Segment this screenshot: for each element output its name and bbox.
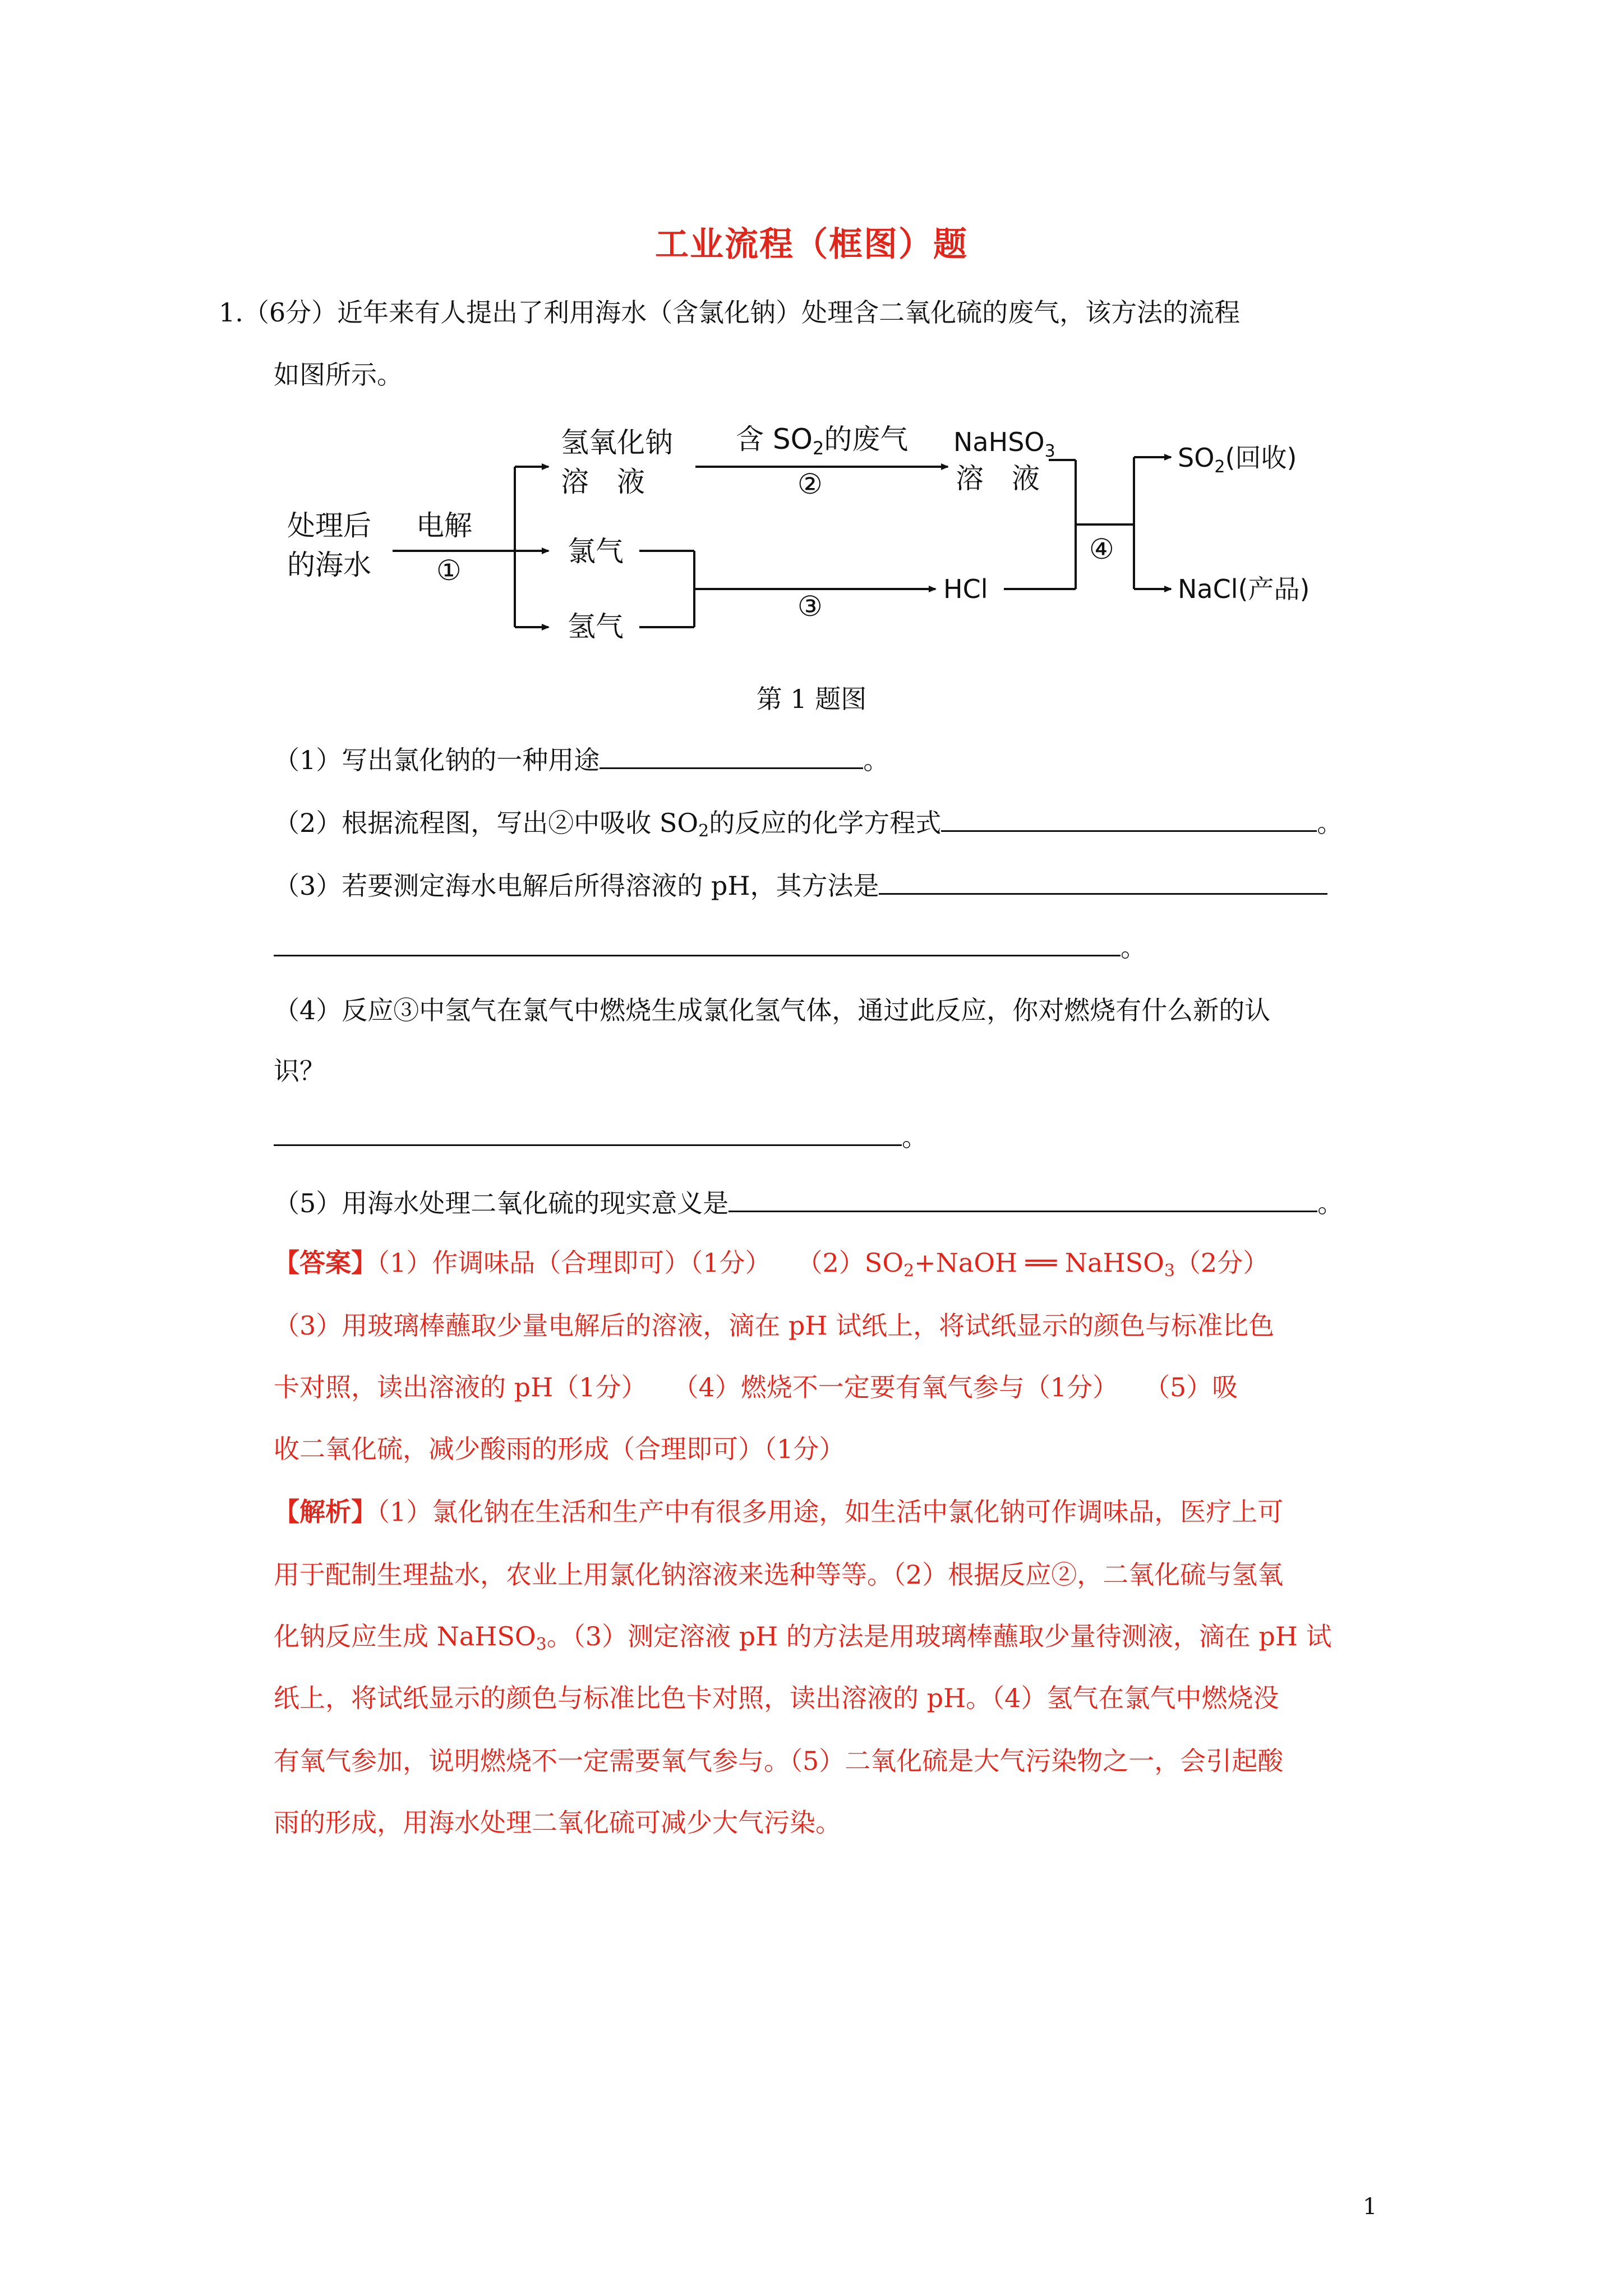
- page-number: 1: [1363, 2194, 1377, 2220]
- svg-text:NaHSO3: NaHSO$_3$: [953, 427, 1055, 461]
- analysis-line4: 纸上，将试纸显示的颜色与标准比色卡对照，读出溶液的 pH。（4）氢气在氯气中燃烧没: [274, 1683, 1279, 1713]
- subquestion-3-continued: 。: [274, 932, 1146, 960]
- step4-number: ④: [1089, 533, 1114, 565]
- step3-number: ③: [797, 590, 823, 623]
- answer-blank-5[interactable]: [728, 1188, 1317, 1212]
- hcl-label: HCl: [943, 574, 988, 604]
- svg-text:③: [797, 590, 823, 623]
- svg-text:的海水: [287, 549, 371, 581]
- figure-caption: 第 1 题图: [756, 684, 867, 714]
- svg-text:HCl: [943, 574, 988, 604]
- svg-text:①: [436, 554, 462, 587]
- svg-text:④: [1089, 533, 1114, 565]
- step2-number: ②: [797, 468, 823, 500]
- flow-diagram: [0, 0, 1623, 673]
- svg-text:NaCl(产品): [1178, 574, 1310, 604]
- h2-label: 氢气: [568, 610, 624, 643]
- answer-blank-4[interactable]: [274, 1122, 902, 1146]
- question-intro-line1: 1.（6分）近年来有人提出了利用海水（含氯化钠）处理含二氧化硫的废气，该方法的流程: [219, 297, 1241, 328]
- subquestion-4-line1: （4）反应③中氢气在氯气中燃烧生成氯化氢气体，通过此反应，你对燃烧有什么新的认: [274, 995, 1271, 1025]
- start-label-line2: 的海水: [287, 549, 371, 581]
- question-intro-line2: 如图所示。: [274, 360, 403, 390]
- subquestion-2: （2）根据流程图，写出②中吸收 $SO_2$的反应的化学方程式 。: [274, 808, 1343, 841]
- answer-line2: （3）用玻璃棒蘸取少量电解后的溶液，滴在 pH 试纸上，将试纸显示的颜色与标准比色: [274, 1310, 1275, 1341]
- cl2-label: 氯气: [568, 535, 624, 568]
- answer-blank-2[interactable]: [941, 808, 1317, 832]
- answer-blank-3b[interactable]: [274, 932, 1121, 956]
- nahso3-line2: 溶 液: [956, 462, 1040, 495]
- analysis-line5: 有氧气参加，说明燃烧不一定需要氧气参与。（5）二氧化硫是大气污染物之一，会引起酸: [274, 1746, 1284, 1776]
- analysis-tag: 【解析】: [274, 1497, 377, 1527]
- svg-text:氢气: [568, 610, 624, 643]
- subquestion-5: （5）用海水处理二氧化硫的现实意义是 。: [274, 1188, 1344, 1218]
- svg-text:SO2(回收): $SO_2$(回收): [1178, 443, 1297, 477]
- naoh-line1: 氢氧化钠: [561, 426, 673, 459]
- svg-text:②: [797, 468, 823, 500]
- naoh-line2: 溶 液: [561, 466, 645, 498]
- subquestion-4-line2: 识？: [274, 1056, 325, 1086]
- page-title: 工业流程（框图）题: [655, 225, 968, 264]
- svg-text:氯气: [568, 535, 624, 568]
- start-label-line1: 处理后: [287, 509, 371, 542]
- svg-text:处理后: [287, 509, 371, 542]
- svg-text:氢氧化钠: [561, 426, 673, 459]
- svg-text:溶 液: [956, 462, 1040, 495]
- subquestion-3: （3）若要测定海水电解后所得溶液的 pH，其方法是: [274, 871, 1327, 899]
- nahso3-label: NaHSO: [953, 427, 1045, 457]
- nacl-label: NaCl(产品): [1178, 574, 1310, 604]
- so2-label: SO: [1178, 443, 1215, 473]
- answer-line4: 收二氧化硫，减少酸雨的形成（合理即可）（1分）: [274, 1434, 845, 1464]
- analysis-line6: 雨的形成，用海水处理二氧化硫可减少大气污染。: [274, 1807, 841, 1838]
- subquestion-1: （1）写出氯化钠的一种用途 。: [274, 745, 889, 775]
- svg-text:含 SO2的废气: 含 $SO_2$的废气: [736, 423, 909, 459]
- step1-label: 电解: [416, 509, 472, 542]
- answer-blank-3a[interactable]: [879, 871, 1327, 895]
- answer-blank-1[interactable]: [600, 745, 863, 769]
- step1-number: ①: [436, 554, 462, 587]
- svg-text:溶 液: [561, 466, 645, 498]
- answer-line3: 卡对照，读出溶液的 pH（1分） （4）燃烧不一定要有氧气参与（1分） （5）吸: [274, 1372, 1238, 1402]
- analysis-line3: 化钠反应生成 NaHSO$_3$。（3）测定溶液 pH 的方法是用玻璃棒蘸取少量待测液，滴在 pH 试: [274, 1621, 1332, 1654]
- gas-label: 含 SO: [736, 423, 813, 455]
- svg-text:电解: [416, 509, 472, 542]
- analysis-line2: 用于配制生理盐水，农业上用氯化钠溶液来选种等等。（2）根据反应②，二氧化硫与氢氧: [274, 1559, 1284, 1590]
- answer-line1: 【答案】（1）作调味品（合理即可）（1分） $(2)SO_2+NaOH$ ══ NaHSO$_3$（2分）: [274, 1248, 1269, 1281]
- analysis-line1: 【解析】（1）氯化钠在生活和生产中有很多用途，如生活中氯化钠可作调味品，医疗上可: [274, 1497, 1284, 1527]
- answer-tag: 【答案】: [274, 1248, 377, 1278]
- subquestion-4-answer: 。: [274, 1122, 928, 1150]
